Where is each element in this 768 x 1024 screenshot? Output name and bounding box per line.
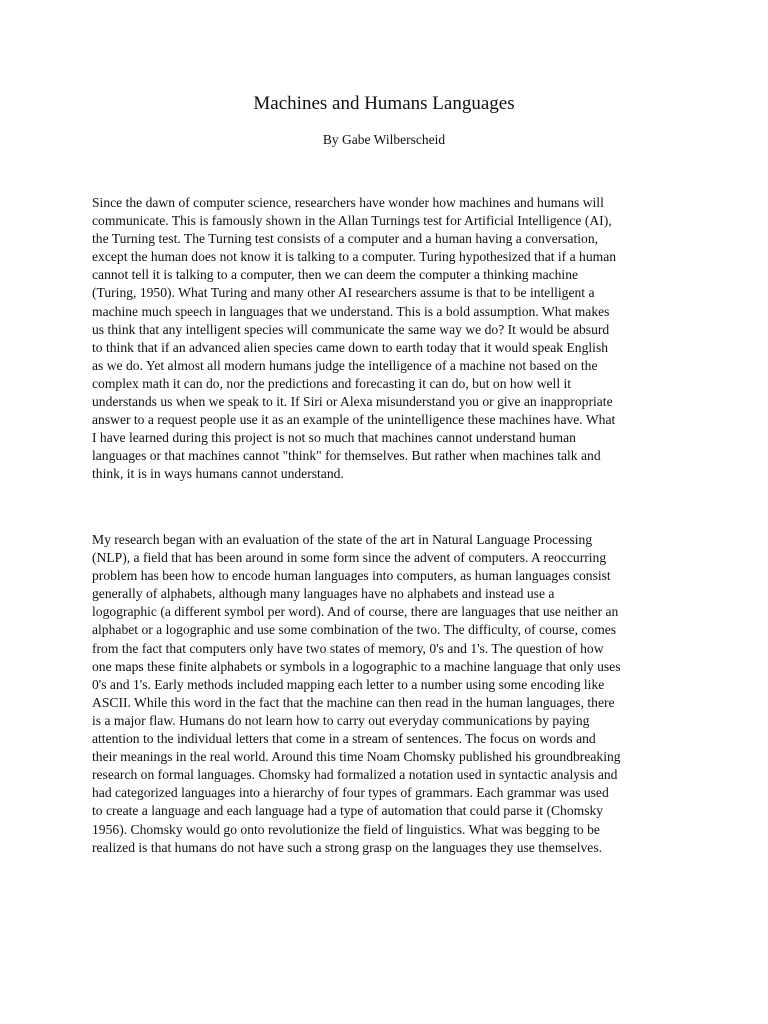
paragraph-line: generally of alphabets, although many languages have no alphabets and instead use a bbox=[92, 586, 555, 602]
paragraph-line: their meanings in the real world. Around this time Noam Chomsky published his groundbreaking bbox=[92, 749, 621, 765]
paragraph-line: had categorized languages into a hierarchy of four types of grammars. Each grammar was used bbox=[92, 785, 609, 801]
paragraph-line: as we do. Yet almost all modern humans judge the intelligence of a machine not based on the bbox=[92, 357, 598, 373]
paragraph-2 bbox=[92, 531, 679, 857]
paragraph-line: to create a language and each language had a type of automation that could parse it (Chomsky bbox=[92, 803, 604, 819]
paragraph-line: complex math it can do, nor the predictions and forecasting it can do, but on how well it bbox=[92, 375, 572, 391]
paragraph-line: alphabet or a logographic and use some combination of the two. The difficulty, of course, comes bbox=[92, 622, 617, 638]
paragraph-line: one maps these finite alphabets or symbols in a logographic to a machine language that only uses bbox=[92, 658, 621, 674]
paragraph-line: answer to a request people use it as an example of the unintelligence these machines have. What bbox=[92, 412, 616, 428]
paragraph-line: languages or that machines cannot "think" for themselves. But rather when machines talk and bbox=[92, 448, 601, 464]
paragraph-line: attention to the individual letters that come in a stream of sentences. The focus on words and bbox=[92, 731, 596, 747]
paragraph-line: from the fact that computers only have two states of memory, 0's and 1's. The question of how bbox=[92, 640, 604, 656]
paragraph-line: think, it is in ways humans cannot understand. bbox=[92, 466, 344, 482]
document-author: By Gabe Wilberscheid bbox=[322, 132, 446, 147]
paragraph-line: I have learned during this project is not so much that machines cannot understand human bbox=[92, 430, 576, 446]
paragraph-line: (Turing, 1950). What Turing and many other AI researchers assume is that to be intelligent a bbox=[92, 285, 595, 301]
paragraph-line: Since the dawn of computer science, researchers have wonder how machines and humans will bbox=[92, 195, 604, 210]
paragraph-line: 0's and 1's. Early methods included mapping each letter to a number using some encoding like bbox=[92, 676, 605, 692]
paragraph-line: research on formal languages. Chomsky had formalized a notation used in syntactic analysis and bbox=[92, 767, 618, 783]
paragraph-line: us think that any intelligent species will communicate the same way we do? It would be absurd bbox=[92, 321, 610, 337]
paragraph-line: (NLP), a field that has been around in some form since the advent of computers. A reoccurring bbox=[92, 550, 607, 566]
paragraph-line: the Turning test. The Turning test consists of a computer and a human having a conversation, bbox=[92, 231, 599, 247]
paragraph-1 bbox=[92, 194, 679, 484]
paragraph-line: problem has been how to encode human languages into computers, as human languages consist bbox=[92, 568, 611, 584]
paragraph-line: cannot tell it is talking to a computer, then we can deem the computer a thinking machine bbox=[92, 267, 579, 283]
paragraph-line: My research began with an evaluation of the state of the art in Natural Language Processing bbox=[92, 532, 593, 547]
paragraph-line: except the human does not know it is talking to a computer. Turing hypothesized that if a human bbox=[92, 249, 617, 265]
paragraph-line: is a major flaw. Humans do not learn how to carry out everyday communications by paying bbox=[92, 712, 590, 728]
paragraph-line: logographic (a different symbol per word). And of course, there are languages that use neither an bbox=[92, 604, 619, 620]
paragraph-line: realized is that humans do not have such a strong grasp on the languages they use themselves. bbox=[92, 839, 603, 855]
paragraph-line: to think that if an advanced alien species came down to earth today that it would speak English bbox=[92, 339, 609, 355]
paragraph-line: 1956). Chomsky would go onto revolutionize the field of linguistics. What was begging to be bbox=[92, 821, 600, 837]
paragraph-line: communicate. This is famously shown in the Allan Turnings test for Artificial Intelligence (AI), bbox=[92, 213, 612, 229]
paragraph-line: understands us when we speak to it. If Siri or Alexa misunderstand you or give an inappropriate bbox=[92, 394, 613, 410]
paragraph-line: ASCII. While this word in the fact that the machine can then read in the human languages, there bbox=[92, 694, 615, 710]
paragraph-line: machine much speech in languages that we understand. This is a bold assumption. What makes bbox=[92, 303, 610, 319]
document-title: Machines and Humans Languages bbox=[253, 93, 515, 114]
